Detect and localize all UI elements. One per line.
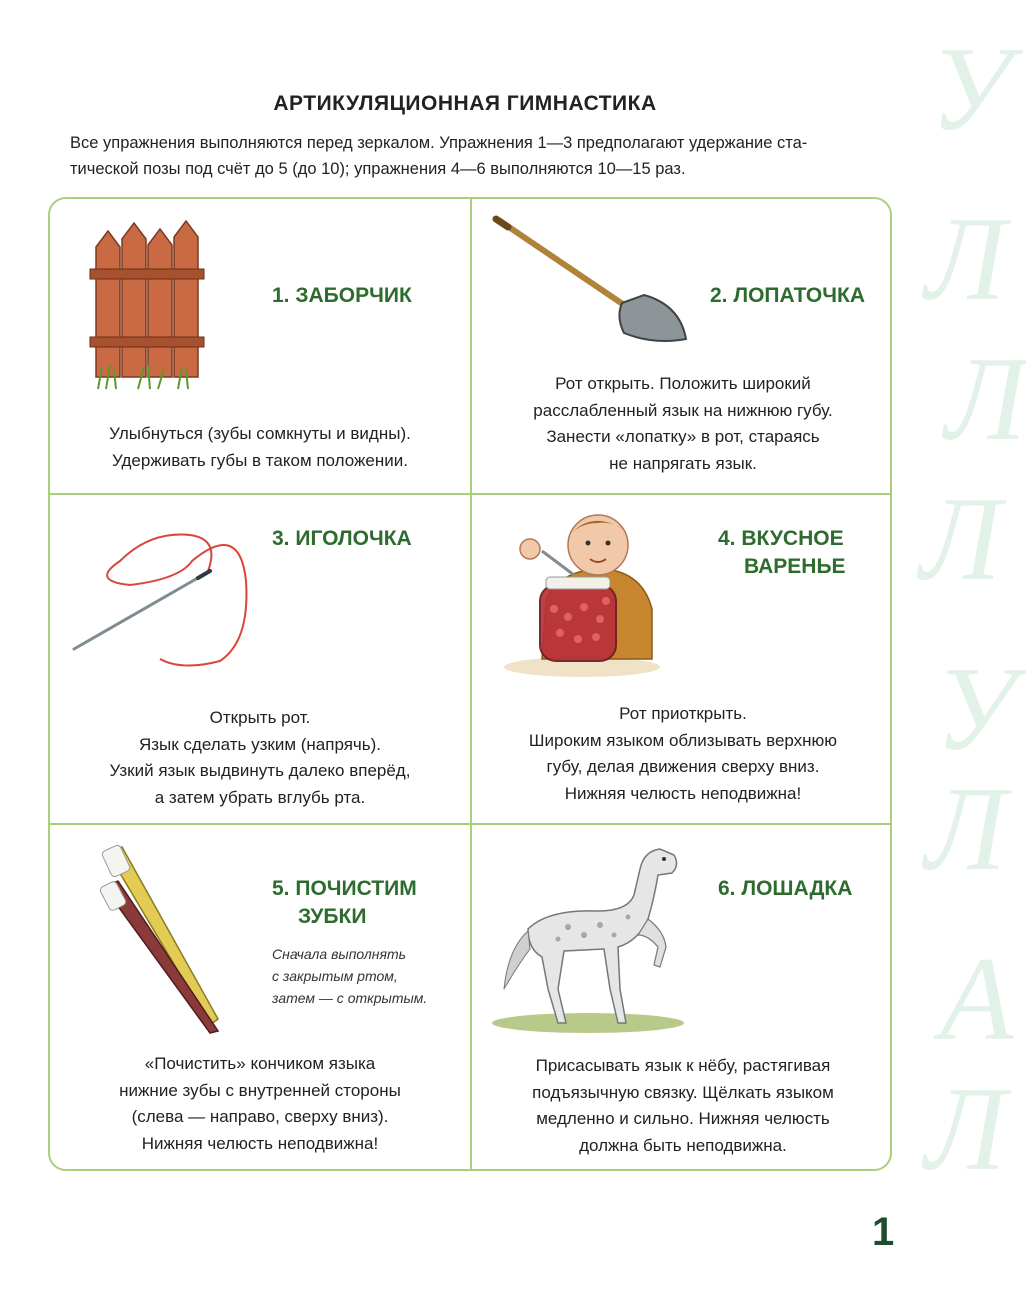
page-number: 1 [872,1210,895,1254]
intro-text [70,130,896,182]
exercise-description: Рот приоткрыть. Широким языком облизывать верхнюю губу, делая движения сверху вниз. Нижняя челюсть неподвижна! [528,704,838,803]
jam-jar-child-icon [502,509,682,679]
exercise-title: 5. ПОЧИСТИМ ЗУБКИ [272,877,417,928]
exercise-title: 3. ИГОЛОЧКА [272,527,412,550]
exercise-title: 1. ЗАБОРЧИК [272,284,412,307]
needle-icon [70,531,250,671]
intro-line: Все упражнения выполняются перед зеркалом. Упражнения 1—3 предполагают удержание ста- [70,134,808,152]
exercise-description: Открыть рот. Язык сделать узким (напрячь). Узкий язык выдвинуть далеко вперёд, а затем убрать вглубь рта. [109,708,411,807]
exercise-title: 2. ЛОПАТОЧКА [710,284,866,307]
decorative-letters: У Л Л Л У Л А Л [920,22,1026,1195]
exercise-card-6 [472,825,894,1171]
horse-icon [488,839,688,1035]
exercise-description: Рот открыть. Положить широкий расслабленный язык на нижнюю губу. Занести «лопатку» в рот, стараясь не напрягать язык. [533,374,833,473]
exercise-card-1 [50,199,470,493]
fence-icon [88,217,208,392]
exercise-card-5 [50,825,470,1171]
shovel-icon [494,217,694,347]
toothbrush-icon [100,843,230,1035]
exercise-card-2 [472,199,894,493]
exercise-card-3 [50,495,470,823]
exercise-description: Улыбнуться (зубы сомкнуты и видны). Удерживать губы в таком положении. [109,424,411,470]
exercise-grid [48,197,892,1171]
exercise-title: 4. ВКУСНОЕ ВАРЕНЬЕ [718,527,846,578]
intro-line: тической позы под счёт до 5 (до 10); упражнения 4—6 выполняются 10—15 раз. [70,160,686,178]
exercise-note: Сначала выполнять с закрытым ртом, затем — с открытым. [272,946,428,1006]
exercise-card-4 [472,495,894,823]
exercise-description: «Почистить» кончиком языка нижние зубы с внутренней стороны (слева — направо, сверху вниз). Нижняя челюсть неподвижна! [119,1054,401,1153]
exercise-description: Присасывать язык к нёбу, растягивая подъязычную связку. Щёлкать языком медленно и сильно. Нижняя челюсть должна быть неподвижна. [532,1056,834,1155]
exercise-title: 6. ЛОШАДКА [718,877,853,900]
page-title: АРТИКУЛЯЦИОННАЯ ГИМНАСТИКА [273,92,657,115]
